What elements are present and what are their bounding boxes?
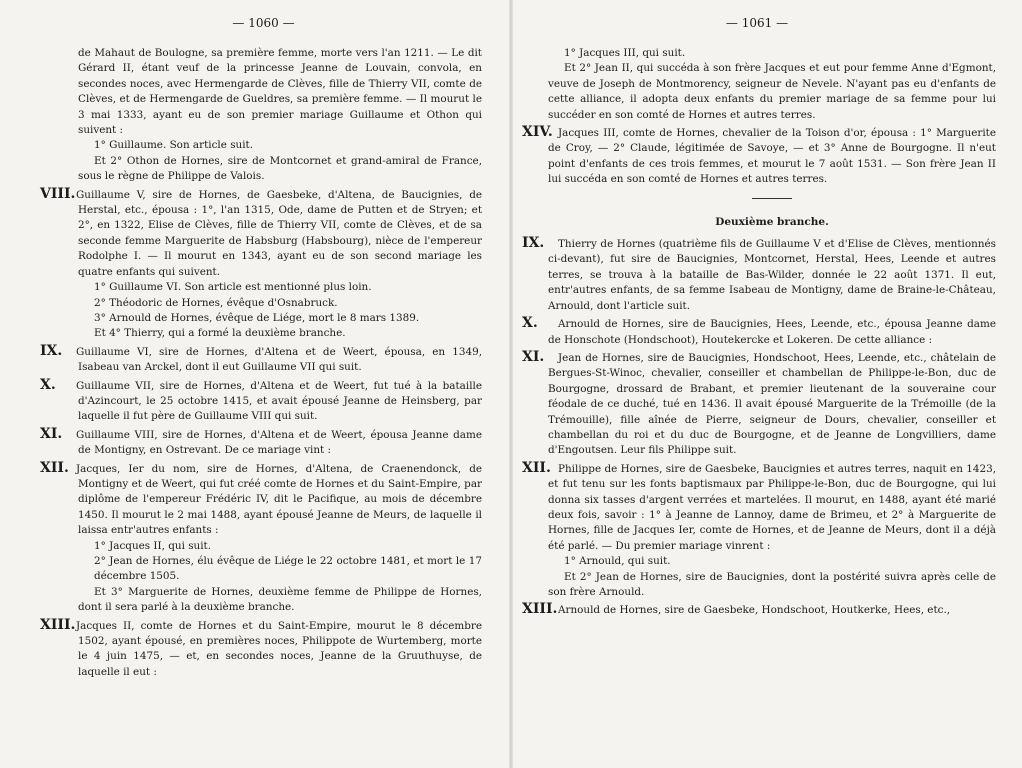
- section-text: Arnould de Hornes, sire de Baucignies, Hees, Leende, etc., épousa Jeanne dame de Honschote (Hondschoot), Houtekercke et Lokeren. De cette alliance :: [548, 318, 996, 346]
- section-number: X.: [40, 376, 56, 393]
- list-item: 1° Arnould, qui suit.: [564, 555, 671, 568]
- section-text: Philippe de Hornes, sire de Gaesbeke, Baucignies et autres terres, naquit en 1423, et fut tenu sur les fonts baptismaux par Philippe-le-Bon, duc de Bourgogne, qui lui donna six tasses d'argent verrées et martelées. Il mourut, en 1488, ayant été marié deux fois, savoir : 1° à Jeanne de Lannoy, dame de Brimeu, et 2° à Marguerite de Hornes, fille de Jacques Ier, comte de Hornes, et de Jeanne de Meurs, dont il a déjà été parlé. — Du premier mariage vinrent :: [548, 462, 996, 552]
- section-text: Jacques II, comte de Hornes et du Saint-Empire, mourut le 8 décembre 1502, ayant épousé, en premières noces, Philippote de Wurtemberg, morte le 4 juin 1475, — et, en secondes noces, Jeanne de la Gruuthuyse, de laquelle il eut :: [76, 619, 482, 678]
- right-page: [512, 0, 1022, 768]
- section-number: IX.: [40, 342, 63, 359]
- list-item: 3° Arnould de Hornes, évêque de Liége, mort le 8 mars 1389.: [94, 311, 420, 324]
- section-entry: [522, 235, 996, 314]
- section-entry: [40, 425, 482, 459]
- branch-heading: Deuxième branche.: [715, 215, 829, 228]
- section-number: XIV.: [522, 124, 553, 141]
- list-item: 2° Théodoric de Hornes, évêque d'Osnabruck.: [94, 296, 338, 309]
- paragraph: Et 2° Jean de Hornes, sire de Baucignies, dont la postérité suivra après celle de son frère Arnould.: [548, 570, 996, 598]
- section-number: XIII.: [40, 616, 76, 633]
- section-entry: [522, 315, 996, 348]
- paragraph: de Mahaut de Boulogne, sa première femme, morte vers l'an 1211. — Le dit Gérard II, étant veuf de la princesse Jeanne de Louvain, convola, en secondes noces, avec Hermengarde de Clèves, fille de Thierry VII, comte de Clèves, et de Hermengarde de Gueldres, sa première femme. — Il mourut le 3 mai 1333, ayant eu de son premier mariage Guillaume et Othon qui suivent :: [78, 47, 482, 137]
- list-item: 1° Jacques III, qui suit.: [564, 47, 686, 59]
- section-number: X.: [522, 315, 538, 332]
- paragraph: Et 3° Marguerite de Hornes, deuxième femme de Philippe de Hornes, dont il sera parlé à la deuxième branche.: [78, 585, 482, 614]
- section-number: XII.: [522, 459, 551, 476]
- section-text: Guillaume VI, sire de Hornes, d'Altena et de Weert, épousa, en 1349, Isabeau van Arckel, dont il eut Guillaume VII qui suit.: [76, 345, 482, 374]
- right-text-column: [522, 46, 996, 619]
- section-entry: [522, 601, 996, 618]
- section-entry: [40, 376, 482, 425]
- divider: [752, 198, 792, 199]
- section-text: Arnould de Hornes, sire de Gaesbeke, Hondschoot, Houtkerke, Hees, etc.,: [558, 604, 951, 617]
- section-number: XI.: [522, 348, 545, 365]
- section-text: Jean de Hornes, sire de Baucignies, Hondschoot, Hees, Leende, etc., châtelain de Bergues-St-Winoc, chevalier, conseiller et chambellan de Philippe-le-Bon, duc de Bourgogne, drossard de Brabant, et premier lieutenant de la souveraine cour féodale de ce duché, tué en 1436. Il avait épousé Marguerite de la Trémoille (de la Trémouille), fille aînée de Pierre, seigneur de Dours, chevalier, conseiller et chambellan du roi et du duc de Bourgogne, et de Jeanne de Longvilliers, dame d'Engoutsen. Leur fils Philippe suit.: [548, 351, 996, 457]
- section-number: XIII.: [522, 601, 558, 618]
- section-text: Guillaume VII, sire de Hornes, d'Altena et de Weert, fut tué à la bataille d'Azincourt, le 25 octobre 1415, et avait épousé Jeanne de Heinsberg, par laquelle il fut père de Guillaume VIII qui suit.: [76, 379, 482, 423]
- section-entry: [40, 185, 482, 280]
- section-text: Thierry de Hornes (quatrième fils de Guillaume V et d'Elise de Clèves, mentionnés ci-devant), fut sire de Baucignies, Montcornet, Herstal, Hees, Leende et autres terres, se trouva à la bataille de Bas-Wilder, donnée le 22 août 1371. Il eut, entr'autres enfants, de sa femme Isabeau de Montigny, dame de Braine-le-Château, Arnould, dont l'article suit.: [548, 238, 996, 312]
- section-entry: [40, 342, 482, 376]
- list-item: 1° Guillaume VI. Son article est mentionné plus loin.: [94, 281, 372, 294]
- page-number: — 1061 —: [725, 16, 789, 30]
- section-text: Jacques III, comte de Hornes, chevalier de la Toison d'or, épousa : 1° Marguerite de Croy, — 2° Claude, légitimée de Savoye, — et 3° Anne de Bourgogne. Il n'eut point d'enfants de ces trois femmes, et mourut le 7 août 1531. — Son frère Jean II lui succéda en son comté de Hornes et autres terres.: [548, 127, 996, 186]
- section-entry: [522, 459, 996, 554]
- section-number: VIII.: [40, 185, 76, 202]
- section-text: Jacques, Ier du nom, sire de Hornes, d'Altena, de Craenendonck, de Montigny et de Weert, qui fut créé comte de Hornes et du Saint-Empire, par diplôme de l'empereur Frédéric IV, dit le Pacifique, au mois de décembre 1450. Il mourut le 2 mai 1488, ayant épousé Jeanne de Meurs, de laquelle il laissa entr'autres enfants :: [76, 462, 482, 537]
- section-number: XI.: [40, 425, 63, 442]
- list-item: 1° Guillaume. Son article suit.: [94, 139, 254, 152]
- list-item: 2° Jean de Hornes, élu évêque de Liége le 22 octobre 1481, et mort le 17 décembre 1505.: [94, 555, 482, 583]
- paragraph: Et 2° Othon de Hornes, sire de Montcornet et grand-amiral de France, sous le règne de Philippe de Valois.: [78, 154, 482, 183]
- section-text: Guillaume VIII, sire de Hornes, d'Altena et de Weert, épousa Jeanne dame de Montigny, en Ostrevant. De ce mariage vint :: [76, 428, 482, 457]
- section-number: XII.: [40, 459, 69, 476]
- page-number: — 1060 —: [232, 16, 295, 30]
- left-text-column: [40, 46, 482, 680]
- paragraph: Et 4° Thierry, qui a formé la deuxième branche.: [94, 327, 346, 340]
- paragraph: Et 2° Jean II, qui succéda à son frère Jacques et eut pour femme Anne d'Egmont, veuve de Joseph de Montmorency, seigneur de Nevele. N'ayant pas eu d'enfants de cette alliance, il adopta deux enfants du premier mariage de sa femme pour lui succéder en son comté de Hornes et autres terres.: [548, 62, 996, 121]
- section-text: Guillaume V, sire de Hornes, de Gaesbeke, d'Altena, de Baucignies, de Herstal, etc., épousa : 1°, l'an 1315, Ode, dame de Putten et de Stryen; et 2°, en 1322, Elise de Clèves, fille de Thierry VII, comte de Clèves, et de sa seconde femme Marguerite de Habsburg (Habsbourg), nièce de l'empereur Rodolphe I. — Il mourut en 1343, ayant eu de son second mariage les quatre enfants qui suivent.: [76, 188, 482, 278]
- section-entry: [40, 616, 482, 681]
- section-entry: [522, 124, 996, 188]
- section-number: IX.: [522, 235, 545, 252]
- section-entry: [522, 348, 996, 459]
- section-entry: [40, 459, 482, 539]
- list-item: 1° Jacques II, qui suit.: [94, 539, 212, 552]
